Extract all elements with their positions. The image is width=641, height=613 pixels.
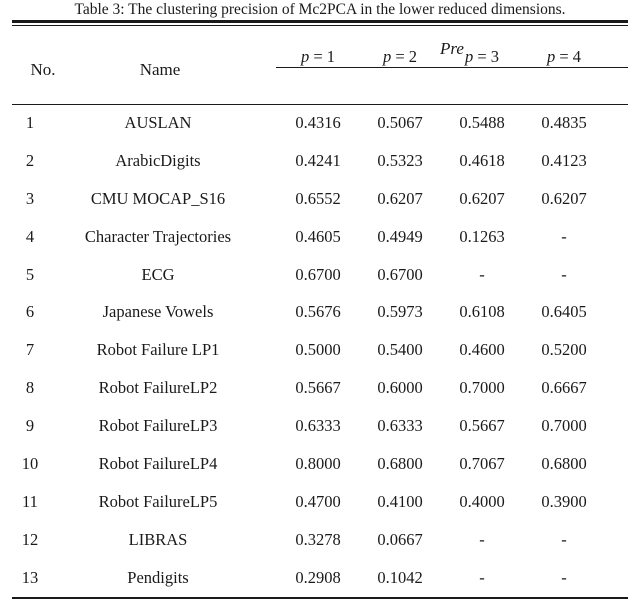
cell-p3: 0.7000 — [459, 378, 505, 398]
cell-name: Character Trajectories — [84, 226, 232, 246]
table-row — [0, 522, 641, 560]
cell-p3: - — [479, 529, 485, 549]
cell-p1: 0.2908 — [295, 567, 341, 587]
cell-p2: 0.6207 — [377, 188, 423, 208]
cell-p2: 0.4949 — [377, 226, 423, 246]
cell-name: Robot FailureLP2 — [98, 378, 218, 398]
table-row — [0, 370, 641, 408]
cell-name: LIBRAS — [128, 529, 188, 549]
table-row — [0, 484, 641, 522]
table-row — [0, 408, 641, 446]
cell-p4: 0.6800 — [541, 454, 587, 474]
cell-p2: 0.5400 — [377, 340, 423, 360]
cell-p2: 0.6800 — [377, 454, 423, 474]
cell-name: Robot FailureLP3 — [98, 416, 218, 436]
cell-p1: 0.6700 — [295, 264, 341, 284]
cell-name: AUSLAN — [124, 113, 192, 132]
table-row — [0, 446, 641, 484]
table-row — [0, 181, 641, 219]
table-row — [0, 143, 641, 181]
cell-p4: - — [561, 226, 567, 246]
cell-no: 12 — [21, 529, 39, 549]
cell-p3: 0.4000 — [459, 491, 505, 511]
rule-under-pre-group — [276, 67, 628, 68]
cell-p4: 0.6667 — [541, 378, 587, 398]
cell-p3: 0.6207 — [459, 188, 505, 208]
column-header-no: No. — [30, 60, 56, 79]
cell-p2: 0.6000 — [377, 378, 423, 398]
cell-name: CMU MOCAP_S16 — [90, 188, 226, 208]
cell-p2: 0.1042 — [377, 567, 423, 587]
cell-no: 8 — [25, 378, 35, 398]
table-row — [0, 257, 641, 295]
table-row — [0, 294, 641, 332]
cell-no: 10 — [21, 454, 39, 474]
cell-no: 7 — [25, 340, 35, 360]
cell-p1: 0.4605 — [295, 226, 341, 246]
cell-p3: 0.7067 — [459, 454, 505, 474]
cell-p4: 0.4123 — [541, 150, 587, 170]
cell-p4: 0.5200 — [541, 340, 587, 360]
cell-p2: 0.5067 — [377, 113, 423, 132]
cell-no: 9 — [25, 416, 35, 436]
cell-no: 4 — [25, 226, 35, 246]
column-group-header-pre: Pre — [440, 39, 464, 58]
rule-bottom — [12, 597, 628, 599]
cell-p4: 0.3900 — [541, 491, 587, 511]
cell-p3: 0.1263 — [459, 226, 505, 246]
cell-name: ECG — [141, 264, 175, 284]
cell-p1: 0.6552 — [295, 188, 341, 208]
column-header-p2 — [359, 47, 441, 67]
p-variable-3: p — [464, 47, 474, 66]
cell-p2: 0.0667 — [377, 529, 423, 549]
cell-p1: 0.8000 — [295, 454, 341, 474]
cell-p4: - — [561, 529, 567, 549]
cell-no: 3 — [25, 188, 35, 208]
table-row — [0, 332, 641, 370]
table-row — [0, 560, 641, 598]
column-header-p3 — [441, 47, 523, 67]
p-variable-1: p — [300, 47, 310, 66]
column-header-p4 — [523, 47, 605, 67]
p-equals-1: = 1 — [309, 47, 336, 66]
cell-p4: 0.4835 — [541, 113, 587, 132]
cell-p3: - — [479, 264, 485, 284]
cell-p4: 0.7000 — [541, 416, 587, 436]
cell-p3: - — [479, 567, 485, 587]
column-header-name: Name — [139, 60, 181, 79]
cell-name: ArabicDigits — [115, 150, 201, 170]
cell-name: Japanese Vowels — [102, 302, 214, 322]
rule-top-thick — [12, 20, 628, 23]
cell-p1: 0.4700 — [295, 491, 341, 511]
cell-p4: 0.6405 — [541, 302, 587, 322]
cell-p3: 0.4618 — [459, 150, 505, 170]
table-row — [0, 105, 641, 143]
cell-p1: 0.5000 — [295, 340, 341, 360]
rule-top-hairline — [12, 25, 628, 26]
cell-no: 5 — [25, 264, 35, 284]
cell-p3: 0.5488 — [459, 113, 505, 132]
cell-name: Robot FailureLP5 — [98, 491, 218, 511]
cell-no: 2 — [25, 150, 35, 170]
p-variable-2: p — [382, 47, 392, 66]
p-equals-3: = 3 — [473, 47, 500, 66]
cell-name: Pendigits — [127, 567, 189, 587]
p-variable-4: p — [546, 47, 556, 66]
cell-p3: 0.6108 — [459, 302, 505, 322]
cell-p4: - — [561, 264, 567, 284]
cell-no: 13 — [21, 567, 39, 587]
cell-p2: 0.6700 — [377, 264, 423, 284]
table-caption: Table 3: The clustering precision of Mc2PCA in the lower reduced dimensions. — [74, 1, 566, 18]
cell-p1: 0.3278 — [295, 529, 341, 549]
cell-p3: 0.5667 — [459, 416, 505, 436]
cell-p2: 0.5973 — [377, 302, 423, 322]
p-equals-2: = 2 — [391, 47, 418, 66]
cell-p1: 0.4241 — [295, 150, 341, 170]
cell-no: 6 — [25, 302, 35, 322]
cell-p1: 0.6333 — [295, 416, 341, 436]
cell-p2: 0.5323 — [377, 150, 423, 170]
cell-p1: 0.5667 — [295, 378, 341, 398]
p-equals-4: = 4 — [555, 47, 582, 66]
table-body — [0, 105, 641, 598]
cell-p4: 0.6207 — [541, 188, 587, 208]
cell-p2: 0.6333 — [377, 416, 423, 436]
cell-name: Robot FailureLP4 — [98, 454, 218, 474]
cell-p3: 0.4600 — [459, 340, 505, 360]
column-header-p1 — [277, 47, 359, 67]
cell-p2: 0.4100 — [377, 491, 423, 511]
cell-no: 1 — [25, 113, 35, 132]
table-row — [0, 219, 641, 257]
cell-p1: 0.4316 — [295, 113, 341, 132]
cell-p4: - — [561, 567, 567, 587]
cell-no: 11 — [22, 491, 38, 511]
cell-name: Robot Failure LP1 — [96, 340, 220, 360]
cell-p1: 0.5676 — [295, 302, 341, 322]
